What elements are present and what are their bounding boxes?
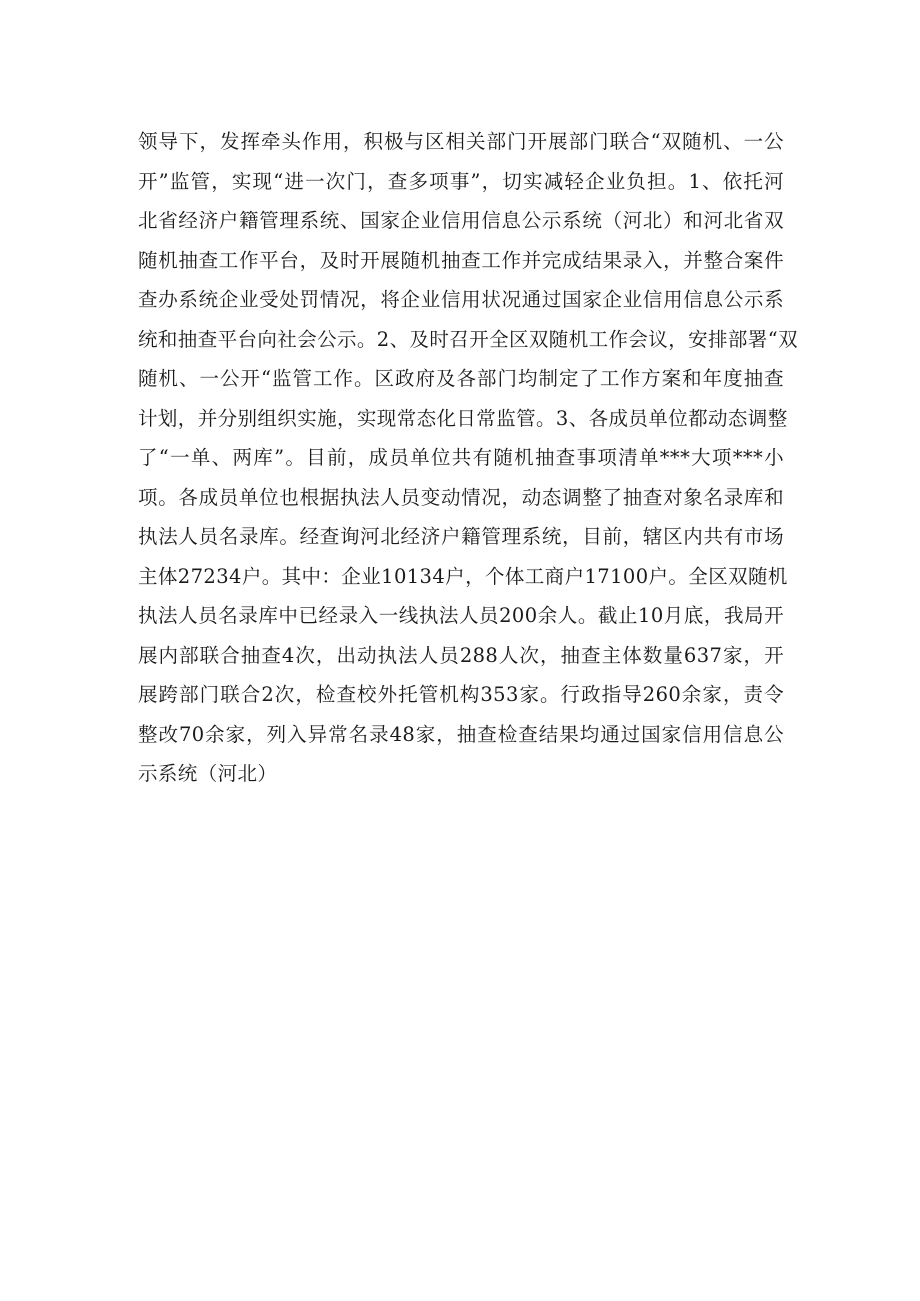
text-line: 整改70余家，列入异常名录48家，抽查检查结果均通过国家信用信息公: [138, 722, 784, 746]
body-paragraph: [138, 122, 798, 794]
text-line: 执法人员名录库。经查询河北经济户籍管理系统，目前，辖区内共有市场: [138, 525, 784, 548]
text-line: 展内部联合抽查4次，出动执法人员288人次，抽查主体数量637家，开: [138, 643, 784, 667]
text-line: 北省经济户籍管理系统、国家企业信用信息公示系统（河北）和河北省双: [138, 209, 784, 232]
text-line: 主体27234户。其中：企业10134户，个体工商户17100户。全区双随机: [138, 564, 788, 588]
text-line: 展跨部门联合2次，检查校外托管机构353家。行政指导260余家，责令: [138, 683, 784, 706]
text-line: 开”监管，实现“进一次门，查多项事”，切实减轻企业负担。1、依托河: [138, 169, 784, 193]
text-line: 执法人员名录库中已经录入一线执法人员200余人。截止10月底，我局开: [138, 604, 784, 627]
text-line: 查办系统企业受处罚情况，将企业信用状况通过国家企业信用信息公示系: [138, 288, 784, 311]
text-line: 统和抽查平台向社会公示。2、及时召开全区双随机工作会议，安排部署“双: [138, 327, 798, 351]
text-line: 随机抽查工作平台，及时开展随机抽查工作并完成结果录入，并整合案件: [138, 248, 784, 272]
text-line: 项。各成员单位也根据执法人员变动情况，动态调整了抽查对象名录库和: [138, 485, 784, 509]
text-line: 了“一单、两库”。目前，成员单位共有随机抽查事项清单***大项***小: [138, 446, 784, 469]
text-line: 示系统（河北）: [138, 762, 278, 785]
text-line: 计划，并分别组织实施，实现常态化日常监管。3、各成员单位都动态调整: [138, 406, 788, 430]
text-line: 领导下，发挥牵头作用，积极与区相关部门开展部门联合“双随机、一公: [138, 130, 784, 153]
text-line: 随机、一公开“监管工作。区政府及各部门均制定了工作方案和年度抽查: [138, 367, 784, 390]
